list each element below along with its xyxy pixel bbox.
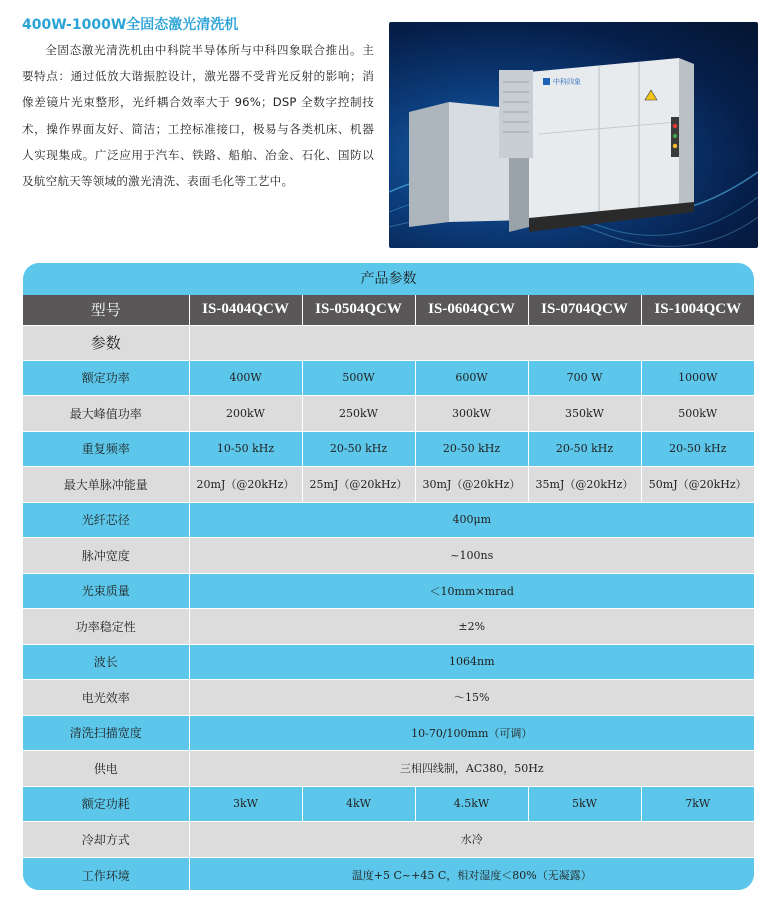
- spec-cell: 200kW: [189, 396, 302, 432]
- spec-cell-merged: 10-70/100mm（可调）: [189, 715, 754, 751]
- param-header-row: [23, 325, 754, 360]
- spec-row: [23, 609, 754, 645]
- spec-row: [23, 857, 754, 890]
- model-name: IS-0404QCW: [189, 295, 302, 325]
- spec-row: [23, 822, 754, 858]
- spec-row-label: 工作环境: [23, 857, 189, 890]
- spec-cell: 600W: [415, 360, 528, 396]
- spec-row: [23, 751, 754, 787]
- spec-row: [23, 431, 754, 467]
- spec-cell: 500kW: [641, 396, 754, 432]
- spec-cell: 300kW: [415, 396, 528, 432]
- spec-table-title: 产品参数: [360, 271, 417, 287]
- spec-cell-merged: 温度+5 C~+45 C，相对湿度＜80%（无凝露）: [189, 857, 754, 890]
- spec-cell: 50mJ（@20kHz）: [641, 467, 754, 503]
- spec-cell-merged: ＜10mm×mrad: [189, 573, 754, 609]
- spec-row: [23, 467, 754, 503]
- spec-cell-merged: ±2%: [189, 609, 754, 645]
- spec-cell-merged: ~100ns: [189, 538, 754, 574]
- model-name: IS-0704QCW: [528, 295, 641, 325]
- spec-row-label: 脉冲宽度: [23, 538, 189, 574]
- machine-logo-text: 中科四象: [553, 78, 581, 86]
- spec-row-label: 清洗扫描宽度: [23, 715, 189, 751]
- spec-cell-merged: 400μm: [189, 502, 754, 538]
- spec-cell: 20mJ（@20kHz）: [189, 467, 302, 503]
- spec-cell: 20-50 kHz: [415, 431, 528, 467]
- spec-cell: 400W: [189, 360, 302, 396]
- spec-row: [23, 360, 754, 396]
- spec-row-label: 光束质量: [23, 573, 189, 609]
- param-header-fill: [189, 325, 754, 360]
- spec-cell-merged: 1064nm: [189, 644, 754, 680]
- model-name: IS-0504QCW: [302, 295, 415, 325]
- spec-row-label: 功率稳定性: [23, 609, 189, 645]
- spec-cell: 3kW: [189, 786, 302, 822]
- spec-table: [23, 295, 754, 890]
- spec-cell: 1000W: [641, 360, 754, 396]
- spec-row: [23, 396, 754, 432]
- spec-cell: 30mJ（@20kHz）: [415, 467, 528, 503]
- laser-machine-illustration: [389, 22, 758, 248]
- spec-row-label: 额定功耗: [23, 786, 189, 822]
- intro-section: [22, 14, 374, 194]
- spec-cell: 500W: [302, 360, 415, 396]
- spec-cell: 10-50 kHz: [189, 431, 302, 467]
- spec-cell-merged: 三相四线制，AC380，50Hz: [189, 751, 754, 787]
- model-label: 型号: [23, 295, 189, 325]
- spec-cell: 35mJ（@20kHz）: [528, 467, 641, 503]
- product-title: 400W-1000W全固态激光清洗机: [22, 17, 239, 33]
- spec-cell-merged: 水冷: [189, 822, 754, 858]
- spec-cell-merged: ～15%: [189, 680, 754, 716]
- spec-row-label: 重复频率: [23, 431, 189, 467]
- model-header-row: [23, 295, 754, 325]
- spec-row-label: 供电: [23, 751, 189, 787]
- spec-row-label: 光纤芯径: [23, 502, 189, 538]
- product-photo: [389, 22, 758, 248]
- product-description: 全固态激光清洗机由中科院半导体所与中科四象联合推出。主要特点：通过低放大谐振腔设计，激光器不受背光反射的影响；消像差镜片光束整形，光纤耦合效率大于 96%；DSP 全数字控制技术，操作界面友好、简洁；工控标准接口，极易与各类机床、机器人实现集成。广泛应用于汽车、铁路、船舶、冶金、石化、国防以及航空航天等领域的激光清洗、表面毛化等工艺中。: [22, 43, 374, 189]
- spec-row: [23, 715, 754, 751]
- spec-cell: 20-50 kHz: [302, 431, 415, 467]
- spec-table-panel: [23, 263, 754, 890]
- spec-row: [23, 573, 754, 609]
- spec-cell: 700 W: [528, 360, 641, 396]
- spec-row: [23, 502, 754, 538]
- spec-cell: 350kW: [528, 396, 641, 432]
- spec-cell: 250kW: [302, 396, 415, 432]
- spec-row-label: 最大单脉冲能量: [23, 467, 189, 503]
- spec-row-label: 冷却方式: [23, 822, 189, 858]
- spec-cell: 20-50 kHz: [528, 431, 641, 467]
- spec-row: [23, 786, 754, 822]
- spec-row-label: 最大峰值功率: [23, 396, 189, 432]
- model-name: IS-1004QCW: [641, 295, 754, 325]
- spec-cell: 5kW: [528, 786, 641, 822]
- spec-cell: 4.5kW: [415, 786, 528, 822]
- param-label: 参数: [23, 325, 189, 360]
- model-name: IS-0604QCW: [415, 295, 528, 325]
- spec-row: [23, 644, 754, 680]
- spec-row: [23, 538, 754, 574]
- spec-row-label: 电光效率: [23, 680, 189, 716]
- spec-cell: 20-50 kHz: [641, 431, 754, 467]
- spec-row: [23, 680, 754, 716]
- spec-cell: 7kW: [641, 786, 754, 822]
- spec-row-label: 额定功率: [23, 360, 189, 396]
- spec-row-label: 波长: [23, 644, 189, 680]
- spec-cell: 25mJ（@20kHz）: [302, 467, 415, 503]
- spec-cell: 4kW: [302, 786, 415, 822]
